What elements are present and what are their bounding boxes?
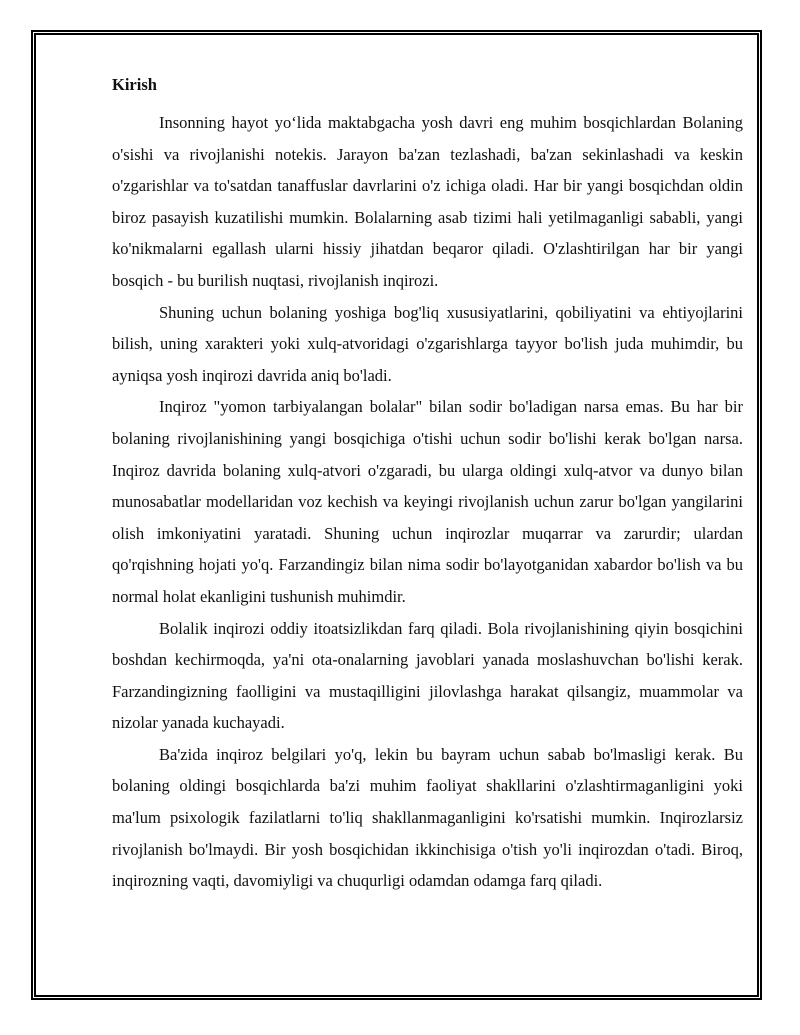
paragraph-1: Insonning hayot yo‘lida maktabgacha yosh davri eng muhim bosqichlardan Bolaning o'sishi va rivojlanishi notekis. Jarayon ba'zan tezlashadi, ba'zan sekinlashadi va keskin o'zgarishlar va to'satdan tanaffuslar davrlarini o'z ichiga oladi. Har bir yangi bosqichdan oldin biroz pasayish kuzatilishi mumkin. Bolalarning asab tizimi hali yetilmaganligi sababli, yangi ko'nikmalarni egallash ularni hissiy jihatdan beqaror qiladi. O'zlashtirilgan har bir yangi bosqich - bu burilish nuqtasi, rivojlanish inqirozi. [112, 113, 743, 290]
paragraph-4: Bolalik inqirozi oddiy itoatsizlikdan farq qiladi. Bola rivojlanishining qiyin bosqichini boshdan kechirmoqda, ya'ni ota-onalarning javoblari yanada moslashuvchan bo'lishi kerak. Farzandingizning faolligini va mustaqilligini jilovlashga harakat qilsangiz, muammolar va nizolar yanada kuchayadi. [112, 618, 743, 733]
document-body [112, 72, 743, 897]
paragraph-2: Shuning uchun bolaning yoshiga bog'liq xususiyatlarini, qobiliyatini va ehtiyojlarini bilish, uning xarakteri yoki xulq-atvoridagi o'zgarishlarga tayyor bo'lish juda muhimdir, bu ayniqsa yosh inqirozi davrida aniq bo'ladi. [112, 302, 743, 385]
section-heading: Kirish [112, 75, 157, 94]
paragraph-3: Inqiroz "yomon tarbiyalangan bolalar" bilan sodir bo'ladigan narsa emas. Bu har bir bolaning rivojlanishining yangi bosqichiga o'tishi uchun sodir bo'lishi kerak bo'lgan narsa. Inqiroz davrida bolaning xulq-atvori o'zgaradi, bu ularga oldingi xulq-atvor va dunyo bilan munosabatlar modellaridan voz kechish va keyingi rivojlanish uchun zarur bo'lgan yangilarini olish imkoniyatini yaratadi. Shuning uchun inqirozlar muqarrar va zarurdir; ulardan qo'rqishning hojati yo'q. Farzandingiz bilan nima sodir bo'layotganidan xabardor bo'lish va bu normal holat ekanligini tushunish muhimdir. [112, 397, 743, 606]
paragraph-5: Ba'zida inqiroz belgilari yo'q, lekin bu bayram uchun sabab bo'lmasligi kerak. Bu bolaning oldingi bosqichlarda ba'zi muhim faoliyat shakllarini o'zlashtirmaganligini yoki ma'lum psixologik fazilatlarni to'liq shakllanmaganligini ko'rsatishi mumkin. Inqirozlarsiz rivojlanish bo'lmaydi. Bir yosh bosqichidan ikkinchisiga o'tish yo'li inqirozdan o'tadi. Biroq, inqirozning vaqti, davomiyligi va chuqurligi odamdan odamga farq qiladi. [112, 744, 743, 891]
